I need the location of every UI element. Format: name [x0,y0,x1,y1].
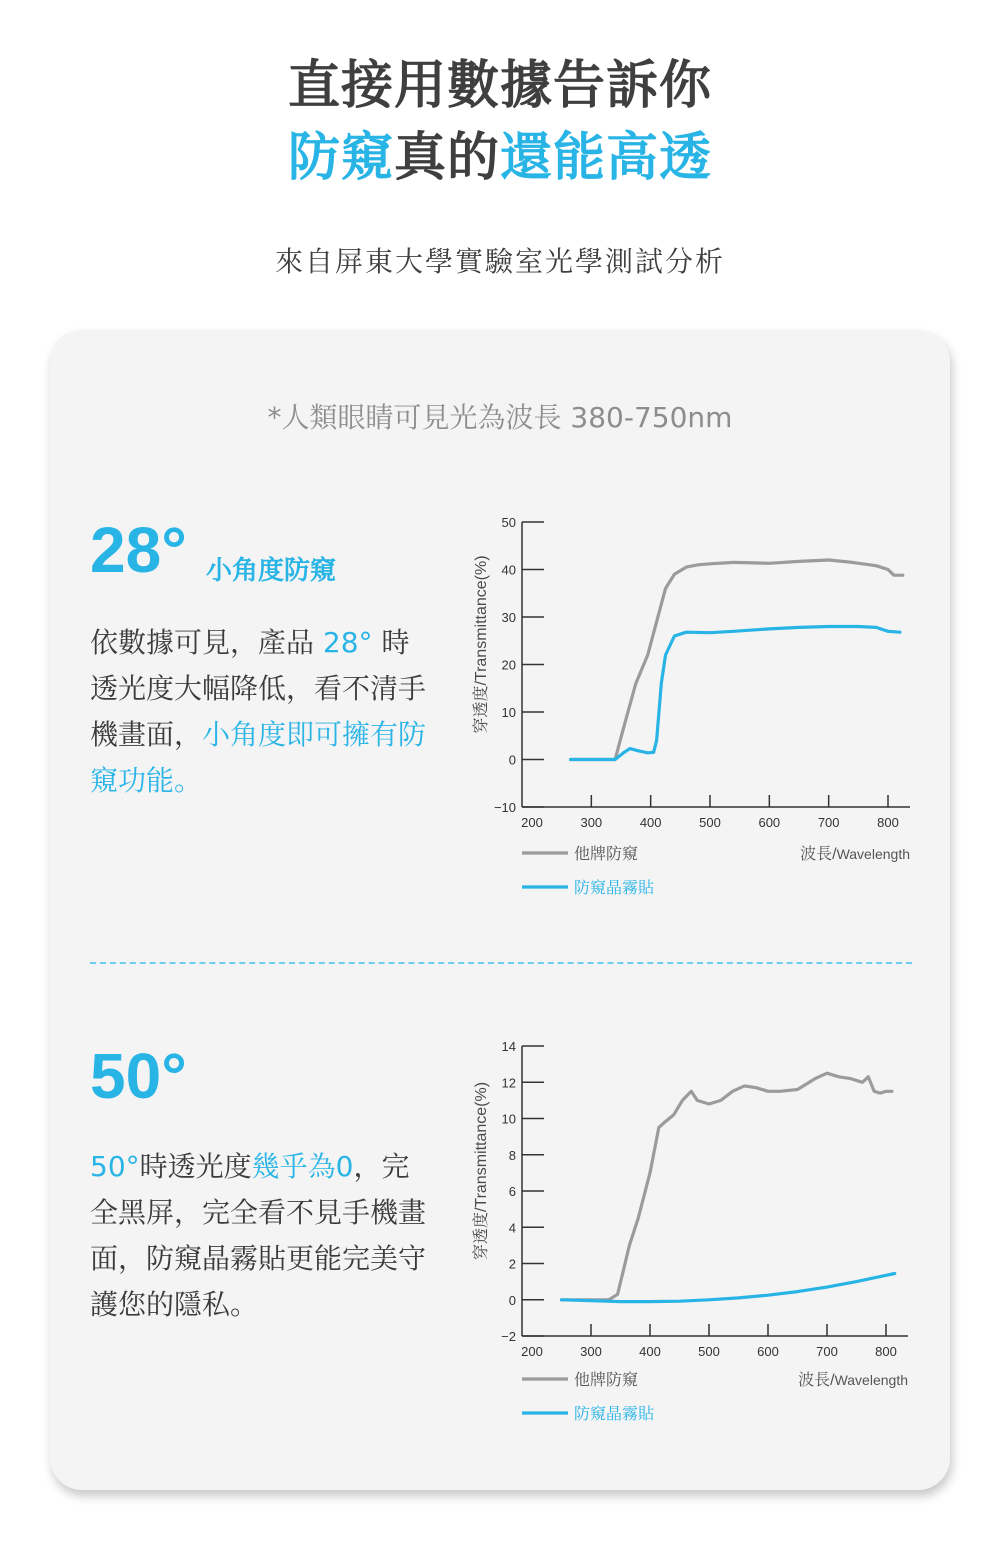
headline-highlight-2: 還能高透 [500,128,713,188]
y-axis-label: 穿透度/Transmittance(%) [473,1081,490,1261]
y-tick-label: 50 [501,515,516,530]
legend-label: 他牌防窺 [574,846,639,863]
angle-28-title: 28° [90,514,187,586]
section-divider [90,962,912,964]
y-tick-label: 12 [501,1075,516,1091]
headline-line-2 [0,128,1000,188]
y-tick-label: 8 [508,1147,516,1163]
x-tick-label: 500 [699,815,721,830]
angle-28-label: 小角度防窺 [206,556,337,586]
legend-label: 防窺晶霧貼 [574,1406,655,1423]
x-tick-label: 800 [877,815,899,830]
x-axis-label-main: 波長/ [798,1372,835,1389]
section-50-text-b: ，完全黑屏，完全看不見手機畫面，防窺晶霧貼更能完美守護您的隱私。 [90,1150,427,1321]
headline-plain: 真的 [393,128,500,188]
x-tick-label: 300 [580,815,603,830]
chart-28-degree [460,505,930,910]
x-axis-label [798,1371,908,1389]
section-50-text-hl-b: 幾乎為0 [251,1150,354,1183]
y-tick-label: 6 [508,1184,516,1199]
x-tick-label: 700 [817,815,840,830]
x-tick-label: 200 [521,1344,543,1359]
visible-light-note: *人類眼睛可見光為波長 380-750nm [267,401,733,434]
x-axis-label-sub: Wavelength [834,1372,908,1388]
section-50-text [90,1144,430,1328]
section-28-text-hl-b: 小角度即可擁有防窺功能。 [90,718,427,797]
section-50-text-a: 時透光度 [139,1150,252,1183]
x-axis-label-sub: Wavelength [836,846,910,862]
legend-label: 防窺晶霧貼 [574,880,655,897]
y-tick-label: 2 [508,1256,516,1272]
section-50-text-hl-a: 50° [90,1150,140,1183]
y-tick-label: 20 [501,657,516,673]
x-tick-label: 800 [875,1344,897,1359]
x-tick-label: 500 [698,1344,720,1359]
section-28-text-a: 依數據可見，產品 [90,626,323,659]
section-28-text-hl-a: 28° [322,626,373,659]
section-28-text [90,620,430,804]
y-tick-label: −2 [501,1329,516,1344]
y-tick-label: 10 [501,705,516,720]
headline-highlight-1: 防窺 [287,128,394,188]
angle-50-title: 50° [90,1040,187,1112]
series-line-competitor [562,1073,892,1300]
y-tick-label: 14 [501,1039,516,1054]
x-tick-label: 200 [521,815,543,830]
y-tick-label: 10 [501,1111,516,1127]
page-subtitle: 來自屏東大學實驗室光學測試分析 [274,245,725,278]
legend-label: 他牌防窺 [574,1372,639,1389]
y-tick-label: −10 [493,800,516,815]
y-tick-label: 0 [508,752,516,768]
x-tick-label: 400 [639,815,662,830]
x-tick-label: 600 [757,1344,779,1359]
x-axis-label [800,845,910,863]
headline-line-1: 直接用數據告訴你 [287,56,712,116]
y-axis-label: 穿透度/Transmittance(%) [473,555,490,734]
section-28-text-b: 時透光度大幅降低，看不清手機畫面， [90,626,427,751]
series-line-competitor [571,560,903,760]
y-tick-label: 4 [508,1220,516,1236]
x-tick-label: 300 [580,1344,602,1359]
y-tick-label: 40 [501,562,516,578]
x-tick-label: 400 [639,1344,661,1359]
y-tick-label: 0 [508,1292,516,1308]
chart-50-degree [460,1035,930,1440]
x-axis-label-main: 波長/ [800,846,837,863]
x-tick-label: 700 [816,1344,838,1359]
y-tick-label: 30 [501,610,516,625]
x-tick-label: 600 [758,815,781,830]
